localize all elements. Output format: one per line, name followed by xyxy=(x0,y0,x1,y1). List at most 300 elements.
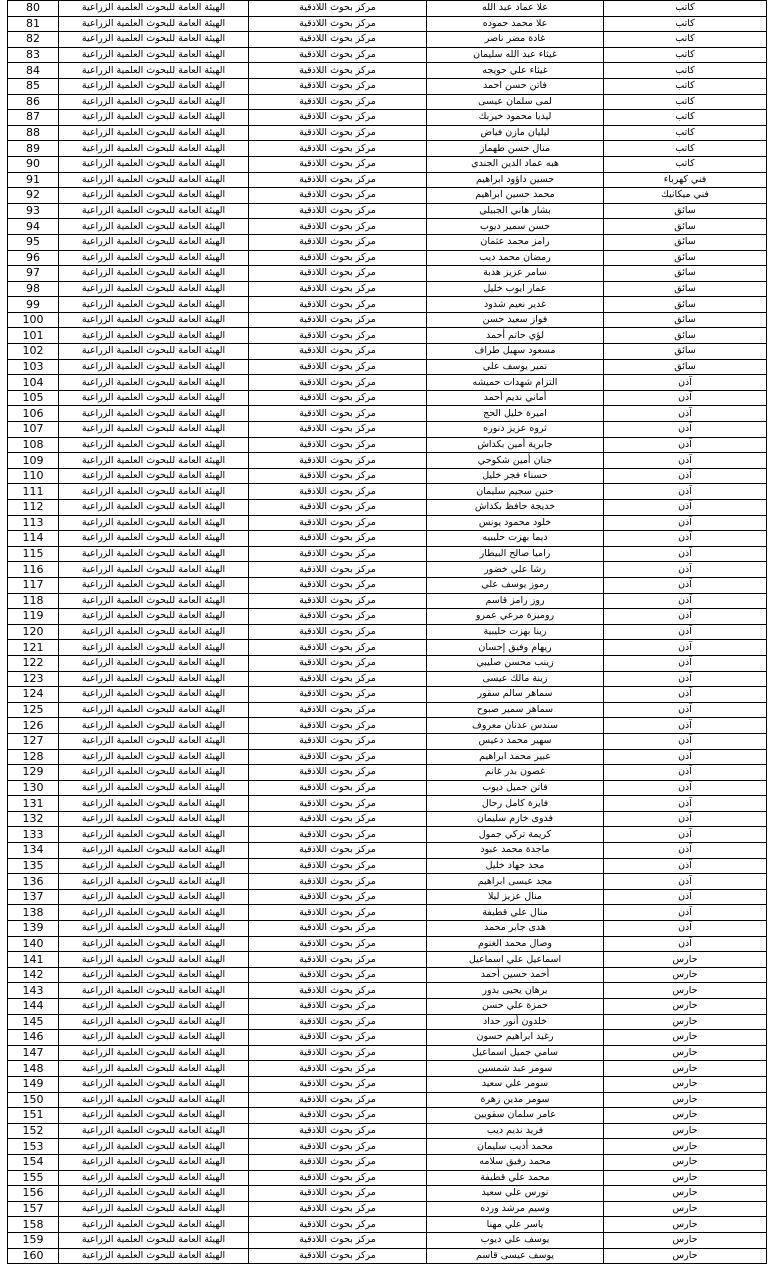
table-row xyxy=(8,531,767,547)
row-number: 88 xyxy=(8,125,59,141)
organization-cell: الهيئة العامة للبحوث العلمية الزراعية xyxy=(59,593,249,609)
employee-name-cell: ثروه عزيز دنوره xyxy=(427,422,604,438)
table-row xyxy=(8,702,767,718)
research-center-cell: مركز بحوث اللاذقية xyxy=(249,406,427,422)
table-row xyxy=(8,156,767,172)
job-title-cell: آذن xyxy=(604,687,767,703)
employee-name-cell: خديجة حافظ بكداش xyxy=(427,500,604,516)
row-number: 102 xyxy=(8,344,59,360)
employee-name-cell: حسن سمير ديوب xyxy=(427,219,604,235)
row-number: 123 xyxy=(8,671,59,687)
table-row xyxy=(8,593,767,609)
employee-name-cell: محمد حسين ابراهيم xyxy=(427,188,604,204)
organization-cell: الهيئة العامة للبحوث العلمية الزراعية xyxy=(59,1045,249,1061)
organization-cell: الهيئة العامة للبحوث العلمية الزراعية xyxy=(59,328,249,344)
table-row xyxy=(8,811,767,827)
employee-name-cell: راميا صالح البيطار xyxy=(427,546,604,562)
organization-cell: الهيئة العامة للبحوث العلمية الزراعية xyxy=(59,47,249,63)
table-row xyxy=(8,234,767,250)
employee-name-cell: ماجدة محمد عبود xyxy=(427,843,604,859)
employee-name-cell: سامي جميل اسماعيل xyxy=(427,1045,604,1061)
employee-name-cell: فاتن حسن احمد xyxy=(427,78,604,94)
row-number: 110 xyxy=(8,468,59,484)
job-title-cell: فني كهرباء xyxy=(604,172,767,188)
row-number: 86 xyxy=(8,94,59,110)
table-row xyxy=(8,733,767,749)
organization-cell: الهيئة العامة للبحوث العلمية الزراعية xyxy=(59,827,249,843)
employee-name-cell: فدوى خازم سليمان xyxy=(427,811,604,827)
row-number: 103 xyxy=(8,359,59,375)
table-row xyxy=(8,63,767,79)
research-center-cell: مركز بحوث اللاذقية xyxy=(249,172,427,188)
job-title-cell: سائق xyxy=(604,344,767,360)
research-center-cell: مركز بحوث اللاذقية xyxy=(249,359,427,375)
row-number: 153 xyxy=(8,1139,59,1155)
row-number: 156 xyxy=(8,1186,59,1202)
organization-cell: الهيئة العامة للبحوث العلمية الزراعية xyxy=(59,546,249,562)
employee-name-cell: حمزة علي حسن xyxy=(427,999,604,1015)
employee-name-cell: لؤي حاتم أحمد xyxy=(427,328,604,344)
organization-cell: الهيئة العامة للبحوث العلمية الزراعية xyxy=(59,16,249,32)
organization-cell: الهيئة العامة للبحوث العلمية الزراعية xyxy=(59,281,249,297)
research-center-cell: مركز بحوث اللاذقية xyxy=(249,765,427,781)
employee-name-cell: أماني نديم أحمد xyxy=(427,390,604,406)
job-title-cell: آذن xyxy=(604,406,767,422)
job-title-cell: آذن xyxy=(604,874,767,890)
job-title-cell: آذن xyxy=(604,640,767,656)
table-row xyxy=(8,640,767,656)
employee-name-cell: نورس علي سعيد xyxy=(427,1186,604,1202)
table-row xyxy=(8,406,767,422)
employee-name-cell: جنان أمين شكوحي xyxy=(427,453,604,469)
research-center-cell: مركز بحوث اللاذقية xyxy=(249,1061,427,1077)
row-number: 115 xyxy=(8,546,59,562)
research-center-cell: مركز بحوث اللاذقية xyxy=(249,281,427,297)
job-title-cell: حارس xyxy=(604,1092,767,1108)
organization-cell: الهيئة العامة للبحوث العلمية الزراعية xyxy=(59,780,249,796)
employee-name-cell: رمضان محمد ديب xyxy=(427,250,604,266)
employee-name-cell: ياسر علي مهنا xyxy=(427,1217,604,1233)
job-title-cell: حارس xyxy=(604,983,767,999)
employee-name-cell: حنين سجيم سليمان xyxy=(427,484,604,500)
row-number: 157 xyxy=(8,1201,59,1217)
job-title-cell: آذن xyxy=(604,796,767,812)
table-row xyxy=(8,1123,767,1139)
job-title-cell: كاتب xyxy=(604,16,767,32)
employee-name-cell: حسناء فجر خليل xyxy=(427,468,604,484)
organization-cell: الهيئة العامة للبحوث العلمية الزراعية xyxy=(59,1014,249,1030)
table-row xyxy=(8,266,767,282)
row-number: 127 xyxy=(8,733,59,749)
organization-cell: الهيئة العامة للبحوث العلمية الزراعية xyxy=(59,203,249,219)
job-title-cell: سائق xyxy=(604,234,767,250)
table-row xyxy=(8,484,767,500)
job-title-cell: آذن xyxy=(604,811,767,827)
row-number: 121 xyxy=(8,640,59,656)
research-center-cell: مركز بحوث اللاذقية xyxy=(249,1092,427,1108)
research-center-cell: مركز بحوث اللاذقية xyxy=(249,546,427,562)
employee-name-cell: محمد رفيق سلامه xyxy=(427,1154,604,1170)
job-title-cell: سائق xyxy=(604,250,767,266)
job-title-cell: آذن xyxy=(604,515,767,531)
table-row xyxy=(8,1061,767,1077)
research-center-cell: مركز بحوث اللاذقية xyxy=(249,16,427,32)
research-center-cell: مركز بحوث اللاذقية xyxy=(249,983,427,999)
job-title-cell: حارس xyxy=(604,1139,767,1155)
row-number: 96 xyxy=(8,250,59,266)
job-title-cell: حارس xyxy=(604,1232,767,1248)
job-title-cell: حارس xyxy=(604,999,767,1015)
research-center-cell: مركز بحوث اللاذقية xyxy=(249,609,427,625)
organization-cell: الهيئة العامة للبحوث العلمية الزراعية xyxy=(59,687,249,703)
row-number: 119 xyxy=(8,609,59,625)
organization-cell: الهيئة العامة للبحوث العلمية الزراعية xyxy=(59,718,249,734)
organization-cell: الهيئة العامة للبحوث العلمية الزراعية xyxy=(59,515,249,531)
job-title-cell: آذن xyxy=(604,749,767,765)
row-number: 84 xyxy=(8,63,59,79)
table-row xyxy=(8,188,767,204)
research-center-cell: مركز بحوث اللاذقية xyxy=(249,1248,427,1264)
job-title-cell: كاتب xyxy=(604,1,767,17)
job-title-cell: كاتب xyxy=(604,63,767,79)
employee-name-cell: روميزة مرعي عمرو xyxy=(427,609,604,625)
employee-name-cell: سهير محمد دعيس xyxy=(427,733,604,749)
research-center-cell: مركز بحوث اللاذقية xyxy=(249,733,427,749)
employee-name-cell: مجد جهاد خليل xyxy=(427,858,604,874)
table-row xyxy=(8,999,767,1015)
employee-name-cell: رينا بهزت حليبية xyxy=(427,624,604,640)
row-number: 142 xyxy=(8,967,59,983)
row-number: 135 xyxy=(8,858,59,874)
job-title-cell: كاتب xyxy=(604,125,767,141)
employee-name-cell: عامر سلمان سقويين xyxy=(427,1108,604,1124)
row-number: 160 xyxy=(8,1248,59,1264)
table-row xyxy=(8,967,767,983)
organization-cell: الهيئة العامة للبحوث العلمية الزراعية xyxy=(59,843,249,859)
row-number: 116 xyxy=(8,562,59,578)
employee-name-cell: منال علي قطيفة xyxy=(427,905,604,921)
employee-name-cell: علا عماد عبد الله xyxy=(427,1,604,17)
job-title-cell: سائق xyxy=(604,266,767,282)
table-row xyxy=(8,624,767,640)
job-title-cell: آذن xyxy=(604,671,767,687)
organization-cell: الهيئة العامة للبحوث العلمية الزراعية xyxy=(59,156,249,172)
employee-name-cell: غدير نعيم شدود xyxy=(427,297,604,313)
row-number: 159 xyxy=(8,1232,59,1248)
organization-cell: الهيئة العامة للبحوث العلمية الزراعية xyxy=(59,1030,249,1046)
row-number: 128 xyxy=(8,749,59,765)
organization-cell: الهيئة العامة للبحوث العلمية الزراعية xyxy=(59,1232,249,1248)
organization-cell: الهيئة العامة للبحوث العلمية الزراعية xyxy=(59,453,249,469)
employee-name-cell: فريد نديم ديب xyxy=(427,1123,604,1139)
organization-cell: الهيئة العامة للبحوث العلمية الزراعية xyxy=(59,297,249,313)
organization-cell: الهيئة العامة للبحوث العلمية الزراعية xyxy=(59,172,249,188)
research-center-cell: مركز بحوث اللاذقية xyxy=(249,500,427,516)
table-row xyxy=(8,1092,767,1108)
job-title-cell: كاتب xyxy=(604,78,767,94)
table-row xyxy=(8,546,767,562)
table-row xyxy=(8,1030,767,1046)
table-row xyxy=(8,1232,767,1248)
row-number: 90 xyxy=(8,156,59,172)
employee-name-cell: لمى سلمان عيسى xyxy=(427,94,604,110)
employee-name-cell: عمار ايوب خليل xyxy=(427,281,604,297)
table-row xyxy=(8,1045,767,1061)
table-row xyxy=(8,562,767,578)
research-center-cell: مركز بحوث اللاذقية xyxy=(249,1076,427,1092)
table-row xyxy=(8,78,767,94)
research-center-cell: مركز بحوث اللاذقية xyxy=(249,32,427,48)
row-number: 106 xyxy=(8,406,59,422)
table-row xyxy=(8,655,767,671)
table-row xyxy=(8,1201,767,1217)
table-row xyxy=(8,936,767,952)
job-title-cell: آذن xyxy=(604,531,767,547)
organization-cell: الهيئة العامة للبحوث العلمية الزراعية xyxy=(59,765,249,781)
job-title-cell: سائق xyxy=(604,359,767,375)
job-title-cell: آذن xyxy=(604,905,767,921)
employee-name-cell: روز رامز قاسم xyxy=(427,593,604,609)
research-center-cell: مركز بحوث اللاذقية xyxy=(249,577,427,593)
row-number: 136 xyxy=(8,874,59,890)
employee-name-cell: حسين داؤود ابراهيم xyxy=(427,172,604,188)
row-number: 92 xyxy=(8,188,59,204)
research-center-cell: مركز بحوث اللاذقية xyxy=(249,1123,427,1139)
research-center-cell: مركز بحوث اللاذقية xyxy=(249,562,427,578)
row-number: 94 xyxy=(8,219,59,235)
research-center-cell: مركز بحوث اللاذقية xyxy=(249,624,427,640)
employee-name-cell: سندس عدنان معروف xyxy=(427,718,604,734)
job-title-cell: كاتب xyxy=(604,32,767,48)
row-number: 82 xyxy=(8,32,59,48)
table-row xyxy=(8,765,767,781)
table-row xyxy=(8,141,767,157)
job-title-cell: آذن xyxy=(604,468,767,484)
row-number: 98 xyxy=(8,281,59,297)
employee-name-cell: اسماعيل علي اسماعيل xyxy=(427,952,604,968)
table-row xyxy=(8,858,767,874)
row-number: 107 xyxy=(8,422,59,438)
organization-cell: الهيئة العامة للبحوث العلمية الزراعية xyxy=(59,266,249,282)
research-center-cell: مركز بحوث اللاذقية xyxy=(249,796,427,812)
organization-cell: الهيئة العامة للبحوث العلمية الزراعية xyxy=(59,967,249,983)
row-number: 131 xyxy=(8,796,59,812)
job-title-cell: سائق xyxy=(604,281,767,297)
research-center-cell: مركز بحوث اللاذقية xyxy=(249,827,427,843)
job-title-cell: آذن xyxy=(604,593,767,609)
job-title-cell: آذن xyxy=(604,765,767,781)
row-number: 140 xyxy=(8,936,59,952)
table-row xyxy=(8,203,767,219)
row-number: 138 xyxy=(8,905,59,921)
employee-name-cell: غصون بدر غانم xyxy=(427,765,604,781)
row-number: 149 xyxy=(8,1076,59,1092)
table-row xyxy=(8,515,767,531)
job-title-cell: حارس xyxy=(604,1014,767,1030)
organization-cell: الهيئة العامة للبحوث العلمية الزراعية xyxy=(59,234,249,250)
job-title-cell: آذن xyxy=(604,655,767,671)
row-number: 91 xyxy=(8,172,59,188)
job-title-cell: سائق xyxy=(604,312,767,328)
row-number: 109 xyxy=(8,453,59,469)
row-number: 152 xyxy=(8,1123,59,1139)
job-title-cell: حارس xyxy=(604,1123,767,1139)
organization-cell: الهيئة العامة للبحوث العلمية الزراعية xyxy=(59,983,249,999)
job-title-cell: فني ميكانيك xyxy=(604,188,767,204)
table-row xyxy=(8,780,767,796)
table-row xyxy=(8,1014,767,1030)
employee-name-cell: هبه عماد الدين الجندي xyxy=(427,156,604,172)
research-center-cell: مركز بحوث اللاذقية xyxy=(249,1139,427,1155)
research-center-cell: مركز بحوث اللاذقية xyxy=(249,1201,427,1217)
table-row xyxy=(8,250,767,266)
organization-cell: الهيئة العامة للبحوث العلمية الزراعية xyxy=(59,655,249,671)
table-row xyxy=(8,32,767,48)
organization-cell: الهيئة العامة للبحوث العلمية الزراعية xyxy=(59,359,249,375)
row-number: 145 xyxy=(8,1014,59,1030)
organization-cell: الهيئة العامة للبحوث العلمية الزراعية xyxy=(59,1186,249,1202)
row-number: 155 xyxy=(8,1170,59,1186)
research-center-cell: مركز بحوث اللاذقية xyxy=(249,671,427,687)
row-number: 87 xyxy=(8,110,59,126)
employee-name-cell: كريمة تركي جمول xyxy=(427,827,604,843)
employee-name-cell: سومر عبد شمسين xyxy=(427,1061,604,1077)
job-title-cell: آذن xyxy=(604,858,767,874)
research-center-cell: مركز بحوث اللاذقية xyxy=(249,344,427,360)
table-row xyxy=(8,437,767,453)
row-number: 117 xyxy=(8,577,59,593)
research-center-cell: مركز بحوث اللاذقية xyxy=(249,687,427,703)
row-number: 83 xyxy=(8,47,59,63)
job-title-cell: سائق xyxy=(604,203,767,219)
organization-cell: الهيئة العامة للبحوث العلمية الزراعية xyxy=(59,1201,249,1217)
job-title-cell: حارس xyxy=(604,1061,767,1077)
row-number: 150 xyxy=(8,1092,59,1108)
table-row xyxy=(8,172,767,188)
employee-name-cell: زينة مالك عيسى xyxy=(427,671,604,687)
row-number: 118 xyxy=(8,593,59,609)
employee-name-cell: علا محمد حموده xyxy=(427,16,604,32)
organization-cell: الهيئة العامة للبحوث العلمية الزراعية xyxy=(59,344,249,360)
employee-name-cell: فاتن جميل ديوب xyxy=(427,780,604,796)
research-center-cell: مركز بحوث اللاذقية xyxy=(249,749,427,765)
job-title-cell: كاتب xyxy=(604,94,767,110)
job-title-cell: حارس xyxy=(604,1248,767,1264)
research-center-cell: مركز بحوث اللاذقية xyxy=(249,811,427,827)
research-center-cell: مركز بحوث اللاذقية xyxy=(249,297,427,313)
row-number: 89 xyxy=(8,141,59,157)
table-row xyxy=(8,312,767,328)
research-center-cell: مركز بحوث اللاذقية xyxy=(249,531,427,547)
job-title-cell: حارس xyxy=(604,1217,767,1233)
row-number: 112 xyxy=(8,500,59,516)
research-center-cell: مركز بحوث اللاذقية xyxy=(249,1217,427,1233)
table-row xyxy=(8,1108,767,1124)
employee-name-cell: زينب محسن صليبي xyxy=(427,655,604,671)
employee-name-cell: عبير محمد ابراهيم xyxy=(427,749,604,765)
organization-cell: الهيئة العامة للبحوث العلمية الزراعية xyxy=(59,1217,249,1233)
organization-cell: الهيئة العامة للبحوث العلمية الزراعية xyxy=(59,141,249,157)
employee-name-cell: فواز سعيد حسن xyxy=(427,312,604,328)
job-title-cell: حارس xyxy=(604,1186,767,1202)
row-number: 125 xyxy=(8,702,59,718)
table-row xyxy=(8,219,767,235)
organization-cell: الهيئة العامة للبحوث العلمية الزراعية xyxy=(59,952,249,968)
job-title-cell: آذن xyxy=(604,437,767,453)
organization-cell: الهيئة العامة للبحوث العلمية الزراعية xyxy=(59,1061,249,1077)
row-number: 132 xyxy=(8,811,59,827)
organization-cell: الهيئة العامة للبحوث العلمية الزراعية xyxy=(59,484,249,500)
organization-cell: الهيئة العامة للبحوث العلمية الزراعية xyxy=(59,1170,249,1186)
employee-name-cell: بشار هاني الجبيلي xyxy=(427,203,604,219)
research-center-cell: مركز بحوث اللاذقية xyxy=(249,312,427,328)
job-title-cell: آذن xyxy=(604,546,767,562)
organization-cell: الهيئة العامة للبحوث العلمية الزراعية xyxy=(59,250,249,266)
row-number: 81 xyxy=(8,16,59,32)
employee-name-cell: ليديا محمود خيربك xyxy=(427,110,604,126)
research-center-cell: مركز بحوث اللاذقية xyxy=(249,141,427,157)
job-title-cell: حارس xyxy=(604,967,767,983)
research-center-cell: مركز بحوث اللاذقية xyxy=(249,843,427,859)
job-title-cell: كاتب xyxy=(604,141,767,157)
row-number: 144 xyxy=(8,999,59,1015)
table-row xyxy=(8,577,767,593)
employee-name-cell: هدى جابر محمد xyxy=(427,921,604,937)
employee-name-cell: سماهر سمير صبوح xyxy=(427,702,604,718)
organization-cell: الهيئة العامة للبحوث العلمية الزراعية xyxy=(59,188,249,204)
job-title-cell: آذن xyxy=(604,843,767,859)
organization-cell: الهيئة العامة للبحوث العلمية الزراعية xyxy=(59,110,249,126)
research-center-cell: مركز بحوث اللاذقية xyxy=(249,250,427,266)
job-title-cell: سائق xyxy=(604,219,767,235)
employee-name-cell: خلود محمود يونس xyxy=(427,515,604,531)
research-center-cell: مركز بحوث اللاذقية xyxy=(249,47,427,63)
row-number: 108 xyxy=(8,437,59,453)
organization-cell: الهيئة العامة للبحوث العلمية الزراعية xyxy=(59,858,249,874)
research-center-cell: مركز بحوث اللاذقية xyxy=(249,1186,427,1202)
employee-name-cell: يوسف عيسى قاسم xyxy=(427,1248,604,1264)
research-center-cell: مركز بحوث اللاذقية xyxy=(249,266,427,282)
research-center-cell: مركز بحوث اللاذقية xyxy=(249,640,427,656)
organization-cell: الهيئة العامة للبحوث العلمية الزراعية xyxy=(59,733,249,749)
table-row xyxy=(8,889,767,905)
employee-name-cell: ديما بهزت حليبيه xyxy=(427,531,604,547)
table-row xyxy=(8,1,767,17)
organization-cell: الهيئة العامة للبحوث العلمية الزراعية xyxy=(59,406,249,422)
organization-cell: الهيئة العامة للبحوث العلمية الزراعية xyxy=(59,125,249,141)
organization-cell: الهيئة العامة للبحوث العلمية الزراعية xyxy=(59,219,249,235)
organization-cell: الهيئة العامة للبحوث العلمية الزراعية xyxy=(59,999,249,1015)
table-row xyxy=(8,125,767,141)
job-title-cell: آذن xyxy=(604,390,767,406)
research-center-cell: مركز بحوث اللاذقية xyxy=(249,390,427,406)
job-title-cell: آذن xyxy=(604,718,767,734)
organization-cell: الهيئة العامة للبحوث العلمية الزراعية xyxy=(59,1139,249,1155)
employee-name-cell: مجد عيسى ابراهيم xyxy=(427,874,604,890)
table-row xyxy=(8,468,767,484)
organization-cell: الهيئة العامة للبحوث العلمية الزراعية xyxy=(59,1092,249,1108)
table-row xyxy=(8,359,767,375)
employee-name-cell: برهان يحيى بدور xyxy=(427,983,604,999)
research-center-cell: مركز بحوث اللاذقية xyxy=(249,156,427,172)
organization-cell: الهيئة العامة للبحوث العلمية الزراعية xyxy=(59,63,249,79)
research-center-cell: مركز بحوث اللاذقية xyxy=(249,655,427,671)
job-title-cell: آذن xyxy=(604,609,767,625)
row-number: 99 xyxy=(8,297,59,313)
research-center-cell: مركز بحوث اللاذقية xyxy=(249,780,427,796)
table-row xyxy=(8,671,767,687)
employee-name-cell: يوسف علي ديوب xyxy=(427,1232,604,1248)
